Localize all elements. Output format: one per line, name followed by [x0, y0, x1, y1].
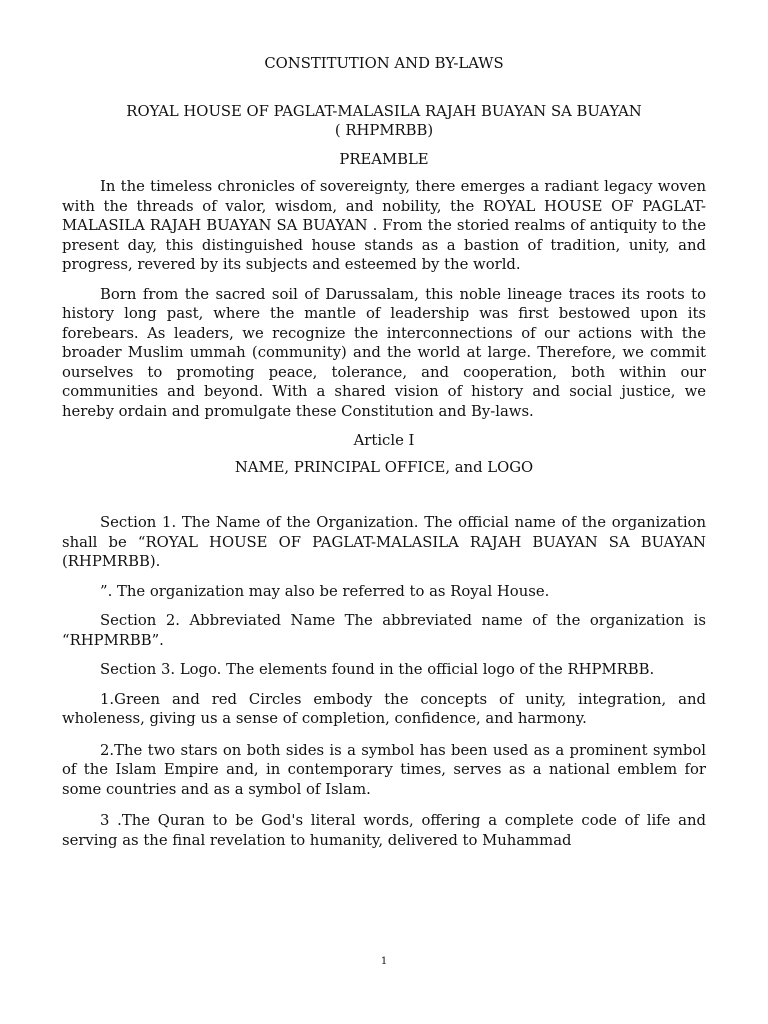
logo-element-item: 3 .The Quran to be God's literal words, offering a complete code of life and serving as the final revelation to humanity, delivered to Muhammad — [62, 812, 706, 849]
section-paragraph: Section 3. Logo. The elements found in the official logo of the RHPMRBB. — [100, 661, 655, 678]
document-title: CONSTITUTION AND BY-LAWS — [264, 55, 504, 72]
section-paragraph: Section 2. Abbreviated Name The abbreviated name of the organization is “RHPMRBB”. — [62, 612, 706, 649]
section-paragraph: ”. The organization may also be referred to as Royal House. — [100, 582, 550, 600]
logo-elements-list — [62, 690, 706, 851]
section-paragraph: Section 1. The Name of the Organization. The official name of the organization shall be “ROYAL HOUSE OF PAGLAT-MALASILA RAJAH BUAYAN SA BUAYAN (RHPMRBB). — [62, 514, 706, 570]
preamble-paragraph: In the timeless chronicles of sovereignty, there emerges a radiant legacy woven with the threads of valor, wisdom, and nobility, the ROYAL HOUSE OF PAGLAT-MALASILA RAJAH BUAYAN SA BUAYAN . From the storied realms of antiquity to the present day, this distinguished house stands as a bastion of tradition, unity, and progress, revered by its subjects and esteemed by the world. — [62, 178, 706, 273]
preamble-heading: PREAMBLE — [339, 150, 429, 168]
article-label: Article I — [353, 432, 415, 449]
logo-element-item: 2.The two stars on both sides is a symbol has been used as a prominent symbol of the Islam Empire and, in contemporary times, serves as a national emblem for some countries and as a symbol of Islam. — [62, 741, 706, 798]
organization-abbreviation: ( RHPMRBB) — [334, 122, 434, 139]
page-number: 1 — [380, 956, 388, 967]
preamble-paragraph: Born from the sacred soil of Darussalam, this noble lineage traces its roots to history long past, where the mantle of leadership was first bestowed upon its forebears. As leaders, we recognize the interconnections of our actions with the broader Muslim ummah (community) and the world at large. Therefore, we commit ourselves to promoting peace, tolerance, and cooperation, both within our communities and beyond. With a shared vision of history and social justice, we hereby ordain and promulgate these Constitution and By-laws. — [62, 285, 706, 420]
article-title: NAME, PRINCIPAL OFFICE, and LOGO — [234, 458, 534, 476]
logo-element-item: 1.Green and red Circles embody the concepts of unity, integration, and wholeness, giving us a sense of completion, confidence, and harmony. — [62, 690, 706, 727]
organization-heading: ROYAL HOUSE OF PAGLAT-MALASILA RAJAH BUAYAN SA BUAYAN — [126, 102, 642, 120]
